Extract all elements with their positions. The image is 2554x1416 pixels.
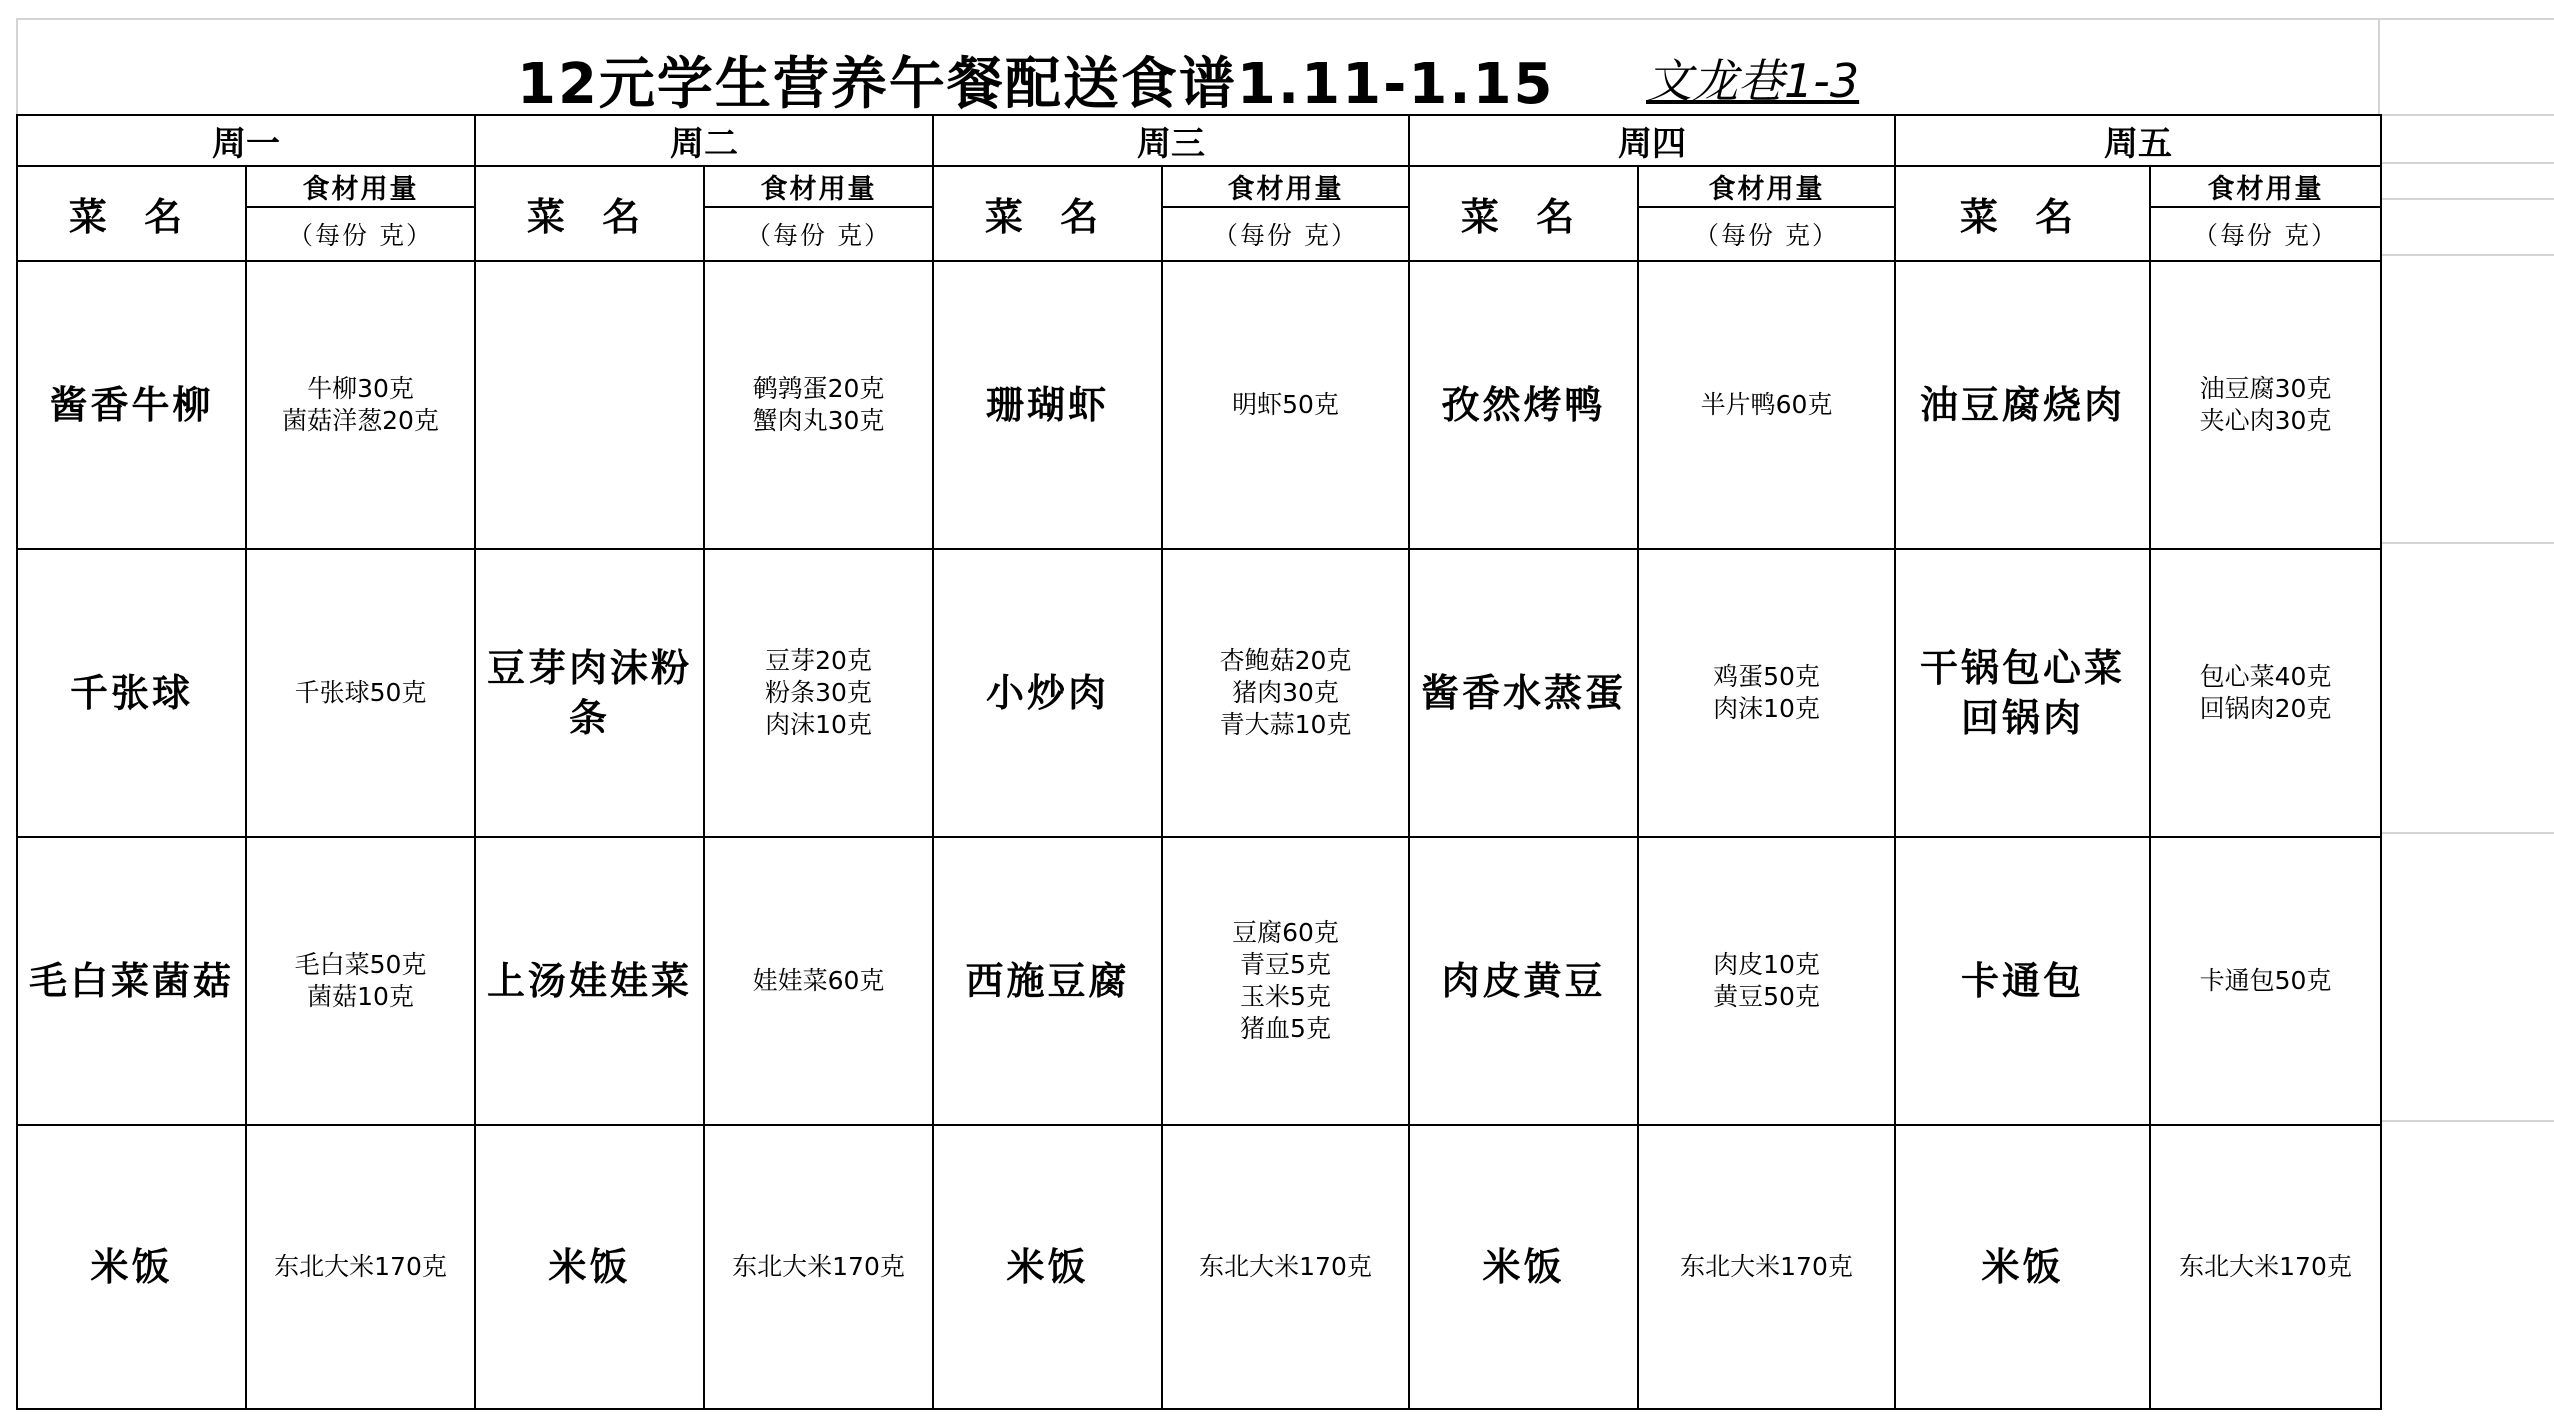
dish-name-cell: [475, 261, 704, 549]
ingredient-cell: [704, 261, 933, 549]
ingredient-line: 肉皮10克: [1713, 950, 1820, 979]
ingredient-line: 东北大米170克: [1680, 1252, 1853, 1281]
ingredient-cell: [2150, 837, 2381, 1125]
ingredient-cell: [1638, 549, 1895, 837]
dish-name-cell: [17, 261, 246, 549]
grid-line: [2380, 198, 2554, 200]
menu-row: [17, 549, 2381, 837]
menu-body: [17, 115, 2381, 1409]
dish-name-cell: [475, 549, 704, 837]
ingredient-cell: [1638, 1125, 1895, 1409]
ingredient-cell: [246, 1125, 475, 1409]
ingredient-cell: [1162, 837, 1409, 1125]
menu-row: [17, 1125, 2381, 1409]
dish-name: 小炒肉: [985, 671, 1109, 715]
ingredient-cell: [2150, 1125, 2381, 1409]
ingredient-line: 千张球50克: [294, 678, 427, 707]
dish-name-cell: [1895, 549, 2150, 837]
ingredient-line: 包心菜40克: [2199, 662, 2332, 691]
grid-line: [2380, 114, 2554, 116]
dish-name-cell: [475, 837, 704, 1125]
page-title: 12元学生营养午餐配送食谱1.11-1.15: [517, 52, 1555, 117]
ingredient-line: 猪血5克: [1240, 1014, 1331, 1043]
ingredient-cell: [1162, 549, 1409, 837]
dish-name-cell: [933, 549, 1162, 837]
grid-line: [2380, 832, 2554, 834]
ingredient-amount-header: 食材用量: [1162, 166, 1409, 207]
ingredient-line: 毛白菜50克: [294, 950, 427, 979]
dish-name: 上汤娃娃菜: [486, 959, 692, 1003]
ingredient-cell: [2150, 549, 2381, 837]
ingredient-cell: [2150, 261, 2381, 549]
ingredient-line: 东北大米170克: [2179, 1252, 2352, 1281]
ingredient-cell: [1162, 261, 1409, 549]
ingredient-line: 鹌鹑蛋20克: [752, 374, 885, 403]
dish-name: 酱香水蒸蛋: [1420, 671, 1626, 715]
day-header: 周五: [1895, 115, 2381, 166]
dish-name-cell: [933, 837, 1162, 1125]
menu-row: [17, 837, 2381, 1125]
menu-row: [17, 261, 2381, 549]
ingredient-cell: [704, 837, 933, 1125]
day-header: 周一: [17, 115, 475, 166]
ingredient-unit-header: （每份 克）: [704, 207, 933, 261]
ingredient-line: 青豆5克: [1240, 950, 1331, 979]
grid-line: [2380, 162, 2554, 164]
dish-name-cell: [1409, 261, 1638, 549]
ingredient-line: 青大蒜10克: [1219, 710, 1352, 739]
dish-name-cell: [933, 1125, 1162, 1409]
ingredient-line: 半片鸭60克: [1700, 390, 1833, 419]
dish-name-header: 菜 名: [1409, 166, 1638, 261]
ingredient-line: 卡通包50克: [2199, 966, 2332, 995]
ingredient-line: 菌菇10克: [307, 982, 414, 1011]
ingredient-unit-header: （每份 克）: [1638, 207, 1895, 261]
ingredient-line: 粉条30克: [765, 678, 872, 707]
ingredient-line: 东北大米170克: [732, 1252, 905, 1281]
dish-name: 肉皮黄豆: [1441, 959, 1606, 1003]
dish-name: 干锅包心菜: [1919, 646, 2125, 690]
ingredient-unit-header: （每份 克）: [2150, 207, 2381, 261]
dish-name: 米饭: [1482, 1245, 1565, 1289]
dish-name: 西施豆腐: [965, 959, 1130, 1003]
ingredient-amount-header: 食材用量: [246, 166, 475, 207]
dish-name: 卡通包: [1960, 959, 2084, 1003]
ingredient-line: 牛柳30克: [307, 374, 414, 403]
ingredient-line: 肉沫10克: [765, 710, 872, 739]
day-header: 周二: [475, 115, 933, 166]
dish-name-cell: [1409, 549, 1638, 837]
dish-name: 豆芽肉沫粉: [486, 646, 692, 690]
ingredient-line: 玉米5克: [1240, 982, 1331, 1011]
ingredient-amount-header: 食材用量: [2150, 166, 2381, 207]
dish-name-cell: [17, 549, 246, 837]
dish-name: 米饭: [90, 1245, 173, 1289]
title-row: [18, 18, 2379, 117]
ingredient-amount-header: 食材用量: [704, 166, 933, 207]
dish-name-cell: [1409, 1125, 1638, 1409]
dish-name: 米饭: [548, 1245, 631, 1289]
ingredient-cell: [246, 837, 475, 1125]
ingredient-line: 东北大米170克: [1199, 1252, 1372, 1281]
dish-name-cell: [17, 837, 246, 1125]
ingredient-line: 菌菇洋葱20克: [282, 406, 439, 435]
ingredient-cell: [246, 261, 475, 549]
grid-line: [2380, 1120, 2554, 1122]
grid-line: [2380, 254, 2554, 256]
day-header: 周四: [1409, 115, 1895, 166]
day-header-row: [17, 115, 2381, 166]
ingredient-cell: [704, 1125, 933, 1409]
ingredient-line: 蟹肉丸30克: [752, 406, 885, 435]
ingredient-line: 豆腐60克: [1232, 918, 1339, 947]
ingredient-line: 鸡蛋50克: [1713, 662, 1820, 691]
dish-name-cell: [1895, 837, 2150, 1125]
ingredient-cell: [1162, 1125, 1409, 1409]
dish-name-header: 菜 名: [17, 166, 246, 261]
ingredient-line: 明虾50克: [1232, 390, 1339, 419]
menu-table: [16, 114, 2382, 1410]
dish-name-header: 菜 名: [933, 166, 1162, 261]
ingredient-cell: [1638, 837, 1895, 1125]
dish-name: 毛白菜菌菇: [28, 959, 234, 1003]
ingredient-line: 娃娃菜60克: [752, 966, 885, 995]
dish-name-cell: [17, 1125, 246, 1409]
dish-name: 酱香牛柳: [49, 383, 214, 427]
dish-name-cell: [475, 1125, 704, 1409]
ingredient-line: 夹心肉30克: [2199, 406, 2332, 435]
dish-name: 油豆腐烧肉: [1919, 383, 2125, 427]
ingredient-line: 东北大米170克: [274, 1252, 447, 1281]
ingredient-line: 回锅肉20克: [2199, 694, 2332, 723]
ingredient-cell: [1638, 261, 1895, 549]
ingredient-unit-header: （每份 克）: [1162, 207, 1409, 261]
dish-name: 回锅肉: [1960, 696, 2084, 740]
school-name: 文龙巷1-3: [1646, 54, 1860, 108]
ingredient-cell: [246, 549, 475, 837]
dish-name: 孜然烤鸭: [1441, 383, 1606, 427]
grid-line: [2380, 542, 2554, 544]
dish-name-cell: [1895, 261, 2150, 549]
dish-name: 珊瑚虾: [985, 383, 1109, 427]
dish-name: 米饭: [1006, 1245, 1089, 1289]
dish-name-header: 菜 名: [475, 166, 704, 261]
dish-name: 条: [568, 696, 610, 740]
ingredient-line: 豆芽20克: [765, 646, 872, 675]
dish-name-cell: [1409, 837, 1638, 1125]
ingredient-line: 猪肉30克: [1232, 678, 1339, 707]
ingredient-unit-header: （每份 克）: [246, 207, 475, 261]
dish-name-cell: [1895, 1125, 2150, 1409]
ingredient-cell: [704, 549, 933, 837]
ingredient-line: 杏鲍菇20克: [1219, 646, 1352, 675]
ingredient-line: 黄豆50克: [1713, 982, 1820, 1011]
dish-name-header: 菜 名: [1895, 166, 2150, 261]
dish-name: 千张球: [69, 671, 193, 715]
dish-name: 米饭: [1981, 1245, 2064, 1289]
dish-name-cell: [933, 261, 1162, 549]
column-header-row: [17, 166, 2381, 207]
ingredient-line: 油豆腐30克: [2199, 374, 2332, 403]
day-header: 周三: [933, 115, 1409, 166]
ingredient-line: 肉沫10克: [1713, 694, 1820, 723]
ingredient-amount-header: 食材用量: [1638, 166, 1895, 207]
